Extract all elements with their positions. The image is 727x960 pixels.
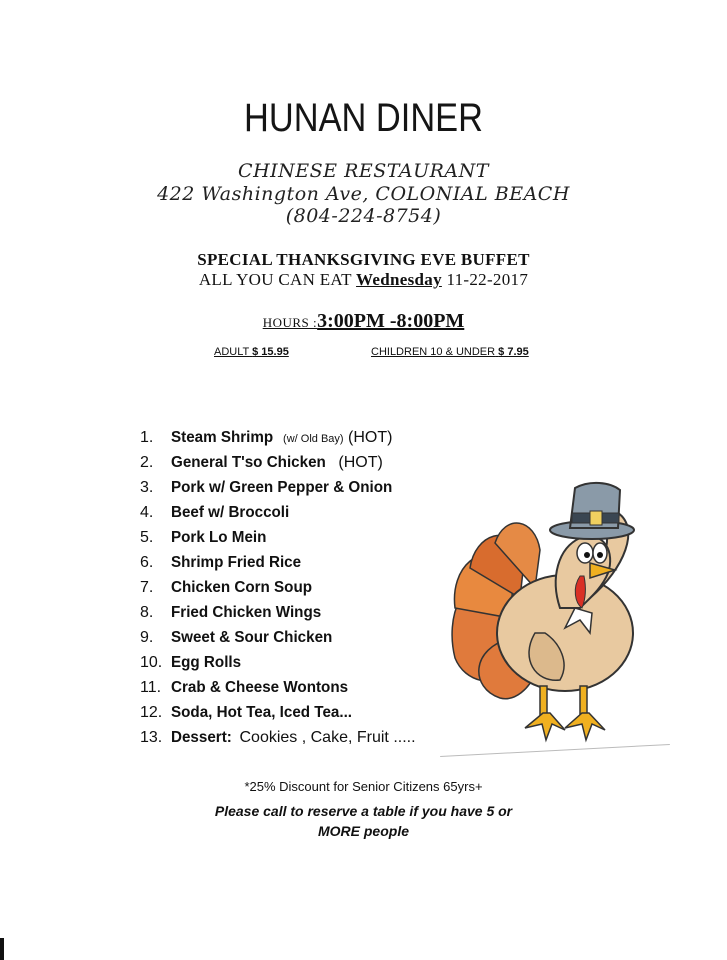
event-date: 11-22-2017 <box>446 270 529 289</box>
restaurant-phone: (804-224-8754) <box>285 205 442 227</box>
restaurant-subtitle: CHINESE RESTAURANT <box>238 160 489 182</box>
item-name: General T'so Chicken <box>171 454 326 471</box>
event-headline: SPECIAL THANKSGIVING EVE BUFFET <box>197 250 530 269</box>
event-day: Wednesday <box>356 270 442 289</box>
item-number: 7. <box>140 579 154 596</box>
item-name: Sweet & Sour Chicken <box>171 629 333 646</box>
all-you-can-eat-text: ALL YOU CAN EAT <box>198 270 352 289</box>
hours-line <box>0 310 727 333</box>
children-label: CHILDREN 10 & UNDER <box>371 346 496 358</box>
item-name: Egg Rolls <box>171 654 242 671</box>
item-name: Fried Chicken Wings <box>171 604 322 621</box>
item-number: 3. <box>140 479 154 496</box>
list-item <box>140 525 416 550</box>
item-name: Shrimp Fried Rice <box>171 554 302 571</box>
list-item <box>140 575 416 600</box>
item-number: 12. <box>140 704 163 721</box>
children-price-line <box>371 346 529 358</box>
list-item <box>140 475 416 500</box>
children-price: $ 7.95 <box>498 346 529 358</box>
item-name: Chicken Corn Soup <box>171 579 313 596</box>
hours-label: HOURS : <box>262 315 318 330</box>
list-item <box>140 500 416 525</box>
item-number: 6. <box>140 554 154 571</box>
buffet-menu-list <box>140 425 416 750</box>
item-extra: Cookies , Cake, Fruit ..... <box>239 729 416 746</box>
item-extra: (HOT) <box>338 454 383 471</box>
item-number: 4. <box>140 504 154 521</box>
scan-edge-mark <box>0 938 4 960</box>
list-item <box>140 625 416 650</box>
event-date-line <box>0 270 727 290</box>
item-number: 1. <box>140 429 154 446</box>
item-name: Crab & Cheese Wontons <box>171 679 349 696</box>
item-number: 13. <box>140 729 163 746</box>
item-name: Dessert: <box>171 729 232 746</box>
reservation-note-line2: MORE people <box>317 823 409 839</box>
item-number: 5. <box>140 529 154 546</box>
turkey-legs-icon <box>525 686 605 740</box>
item-name: Pork Lo Mein <box>171 529 267 546</box>
list-item <box>140 550 416 575</box>
list-item <box>140 650 416 675</box>
item-note: (w/ Old Bay) <box>283 433 344 445</box>
list-item <box>140 425 416 450</box>
pilgrim-hat-icon <box>550 483 634 539</box>
list-item <box>140 725 416 750</box>
list-item <box>140 675 416 700</box>
item-name: Beef w/ Broccoli <box>171 504 290 521</box>
restaurant-address: 422 Washington Ave, COLONIAL BEACH <box>157 183 570 205</box>
item-name: Soda, Hot Tea, Iced Tea... <box>171 704 353 721</box>
adult-label: ADULT <box>214 346 250 358</box>
adult-price: $ 15.95 <box>252 346 289 358</box>
senior-discount: *25% Discount for Senior Citizens 65yrs+ <box>244 779 483 794</box>
item-name: Pork w/ Green Pepper & Onion <box>171 479 393 496</box>
pilgrim-turkey-icon <box>440 458 670 748</box>
list-item <box>140 450 416 475</box>
restaurant-title: HUNAN DINER <box>244 96 483 140</box>
list-item <box>140 700 416 725</box>
item-name: Steam Shrimp <box>171 429 274 446</box>
item-number: 8. <box>140 604 154 621</box>
list-item <box>140 600 416 625</box>
reservation-note-line1: Please call to reserve a table if you have 5 or <box>214 803 513 819</box>
item-extra: (HOT) <box>348 429 393 446</box>
adult-price-line <box>214 346 289 358</box>
item-number: 9. <box>140 629 154 646</box>
hours-time: 3:00PM -8:00PM <box>317 310 465 332</box>
item-number: 10. <box>140 654 163 671</box>
item-number: 11. <box>140 679 162 696</box>
item-number: 2. <box>140 454 154 471</box>
